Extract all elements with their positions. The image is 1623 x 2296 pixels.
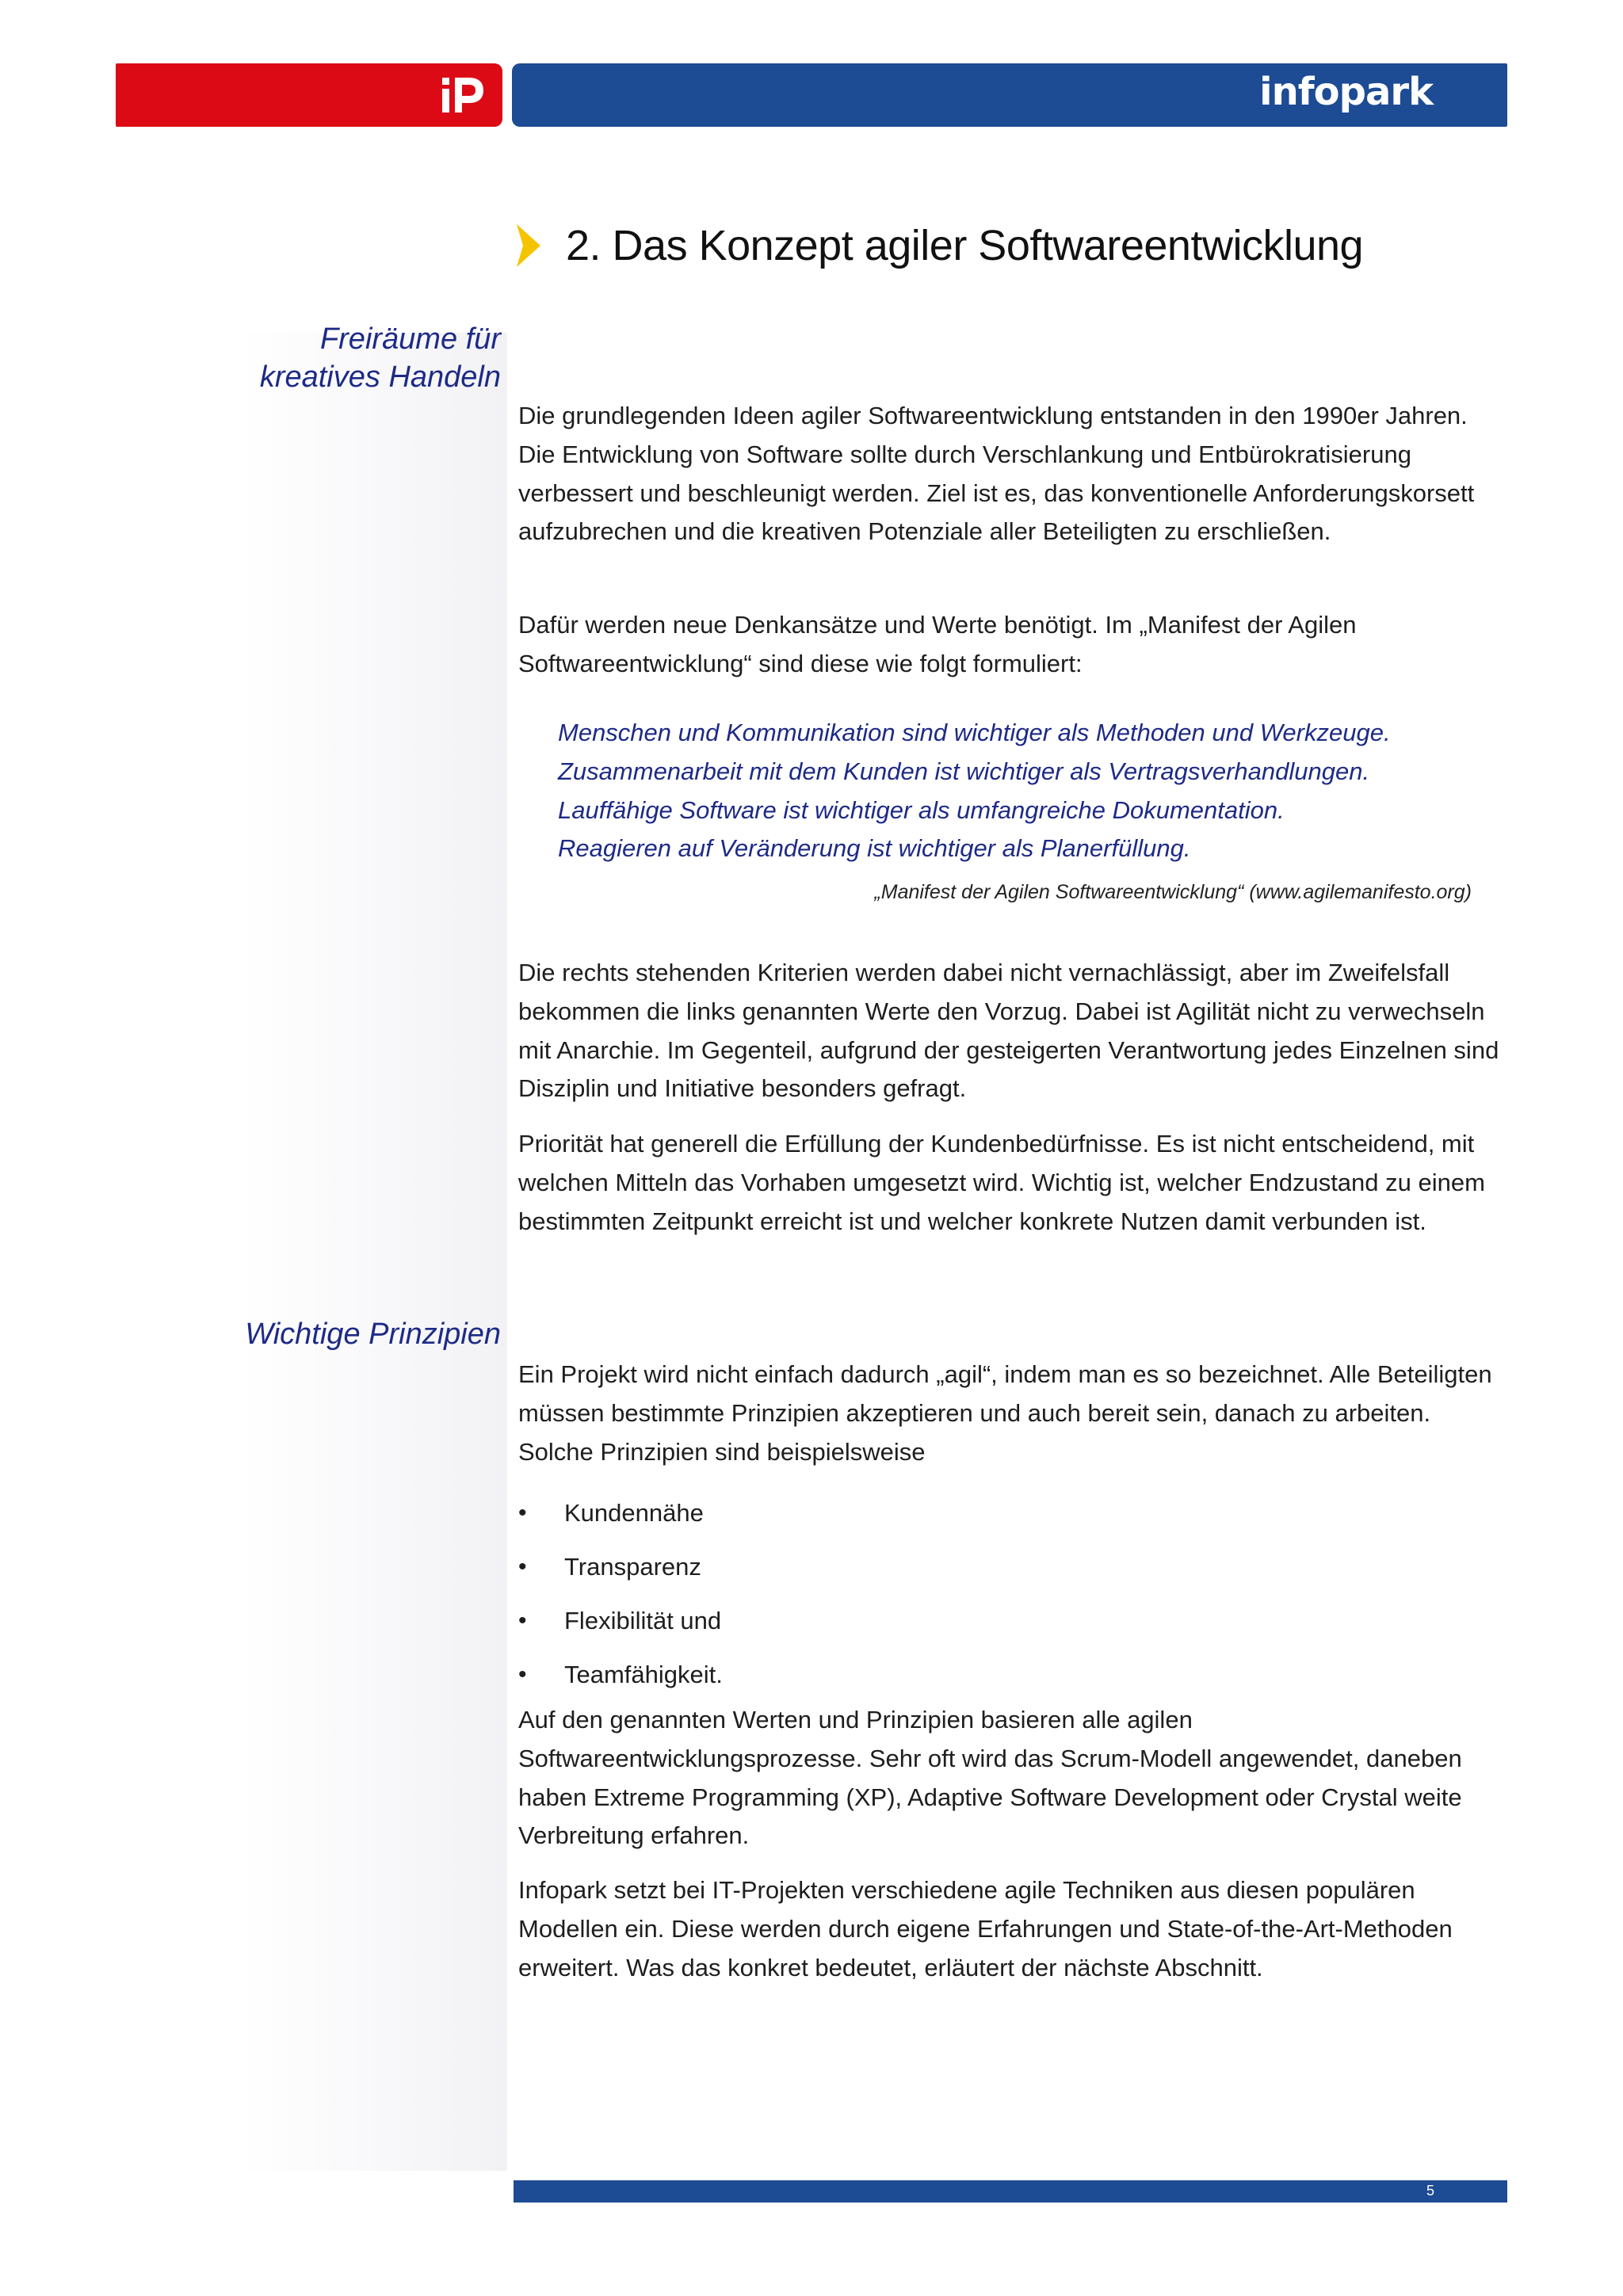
paragraph-infopark: Infopark setzt bei IT-Projekten verschiedene agile Techniken aus diesen populären Modellen ein. Diese werden durch eigene Erfahrungen und State-of-the-Art-Methoden erweitert. Was das konkret bedeutet, erläutert der nächste Abschnitt. [518,1876,1453,1981]
chevron-right-icon [515,223,542,269]
bullet-icon: • [518,1500,527,1526]
manifest-quote [558,714,1493,868]
side-heading-prinzipien: Wichtige Prinzipien [245,1318,501,1351]
chapter-title: 2. Das Konzept agiler Softwareentwicklung [566,222,1364,269]
quote-source: „Manifest der Agilen Softwareentwicklung“ (www.agilemanifesto.org) [874,881,1472,903]
list-item-label: Kundennähe [564,1499,704,1527]
page-number: 5 [1426,2183,1434,2199]
paragraph-processes: Auf den genannten Werten und Prinzipien basieren alle agilen Softwareentwicklungsprozesse. Sehr oft wird das Scrum-Modell angewendet, daneben haben Extreme Programming (XP), Adaptive Software Development oder Crystal weite Verbreitung erfahren. [518,1706,1462,1850]
quote-line: Lauffähige Software ist wichtiger als umfangreiche Dokumentation. [558,795,1285,824]
bullet-icon: • [518,1661,527,1688]
list-item [518,1594,723,1648]
paragraph-intro: Die grundlegenden Ideen agiler Softwareentwicklung entstanden in den 1990er Jahren. Die Entwicklung von Software sollte durch Verschlankung und Entbürokratisierung verbessert und beschleunigt werden. Ziel ist es, das konventionelle Anforderungskorsett aufzubrechen und die kreativen Potenziale aller Beteiligten zu erschließen. [518,402,1475,546]
ip-logo-icon [437,71,488,119]
quote-line: Zusammenarbeit mit dem Kunden ist wichtiger als Vertragsverhandlungen. [558,757,1370,785]
list-item [518,1486,723,1540]
paragraph-principles: Ein Projekt wird nicht einfach dadurch „agil“, indem man es so bezeichnet. Alle Beteiligten müssen bestimmte Prinzipien akzeptieren und auch bereit sein, danach zu arbeiten. Solche Prinzipien sind beispielsweise [518,1360,1492,1466]
footer-bar [514,2180,1507,2203]
side-heading-line2: kreatives Handeln [259,360,501,394]
list-item [518,1648,723,1702]
header-bar-red [116,63,502,127]
list-item-label: Flexibilität und [564,1607,722,1634]
list-item-label: Teamfähigkeit. [564,1661,723,1688]
bullet-icon: • [518,1554,527,1580]
quote-line: Reagieren auf Veränderung ist wichtiger als Planerfüllung. [558,834,1191,863]
paragraph-manifest-intro: Dafür werden neue Denkansätze und Werte benötigt. Im „Manifest der Agilen Softwareentwicklung“ sind diese wie folgt formuliert: [518,611,1357,677]
list-item-label: Transparenz [564,1553,701,1581]
paragraph-criteria: Die rechts stehenden Kriterien werden dabei nicht vernachlässigt, aber im Zweifelsfall bekommen die links genannten Werte den Vorzug. Dabei ist Agilität nicht zu verwechseln mit Anarchie. Im Gegenteil, aufgrund der gesteigerten Verantwortung jedes Einzelnen sind Disziplin und Initiative besonders gefragt. [518,959,1499,1103]
side-heading-line1: Freiräume für [319,322,501,356]
side-heading-freiraeume [89,320,501,396]
brand-name: infopark [1259,70,1433,114]
list-item [518,1540,723,1594]
paragraph-priority: Priorität hat generell die Erfüllung der Kundenbedürfnisse. Es ist nicht entscheidend, mit welchen Mitteln das Vorhaben umgesetzt wird. Wichtig ist, welcher Endzustand zu einem bestimmten Zeitpunkt erreicht ist und welcher konkrete Nutzen damit verbunden ist. [518,1130,1485,1235]
sidebar-column [238,333,507,2171]
quote-line: Menschen und Kommunikation sind wichtiger als Methoden und Werkzeuge. [558,719,1391,746]
bullet-icon: • [518,1608,527,1634]
header-bar-blue [512,63,1507,127]
chapter-heading [515,214,1363,277]
principles-list [518,1486,723,1702]
